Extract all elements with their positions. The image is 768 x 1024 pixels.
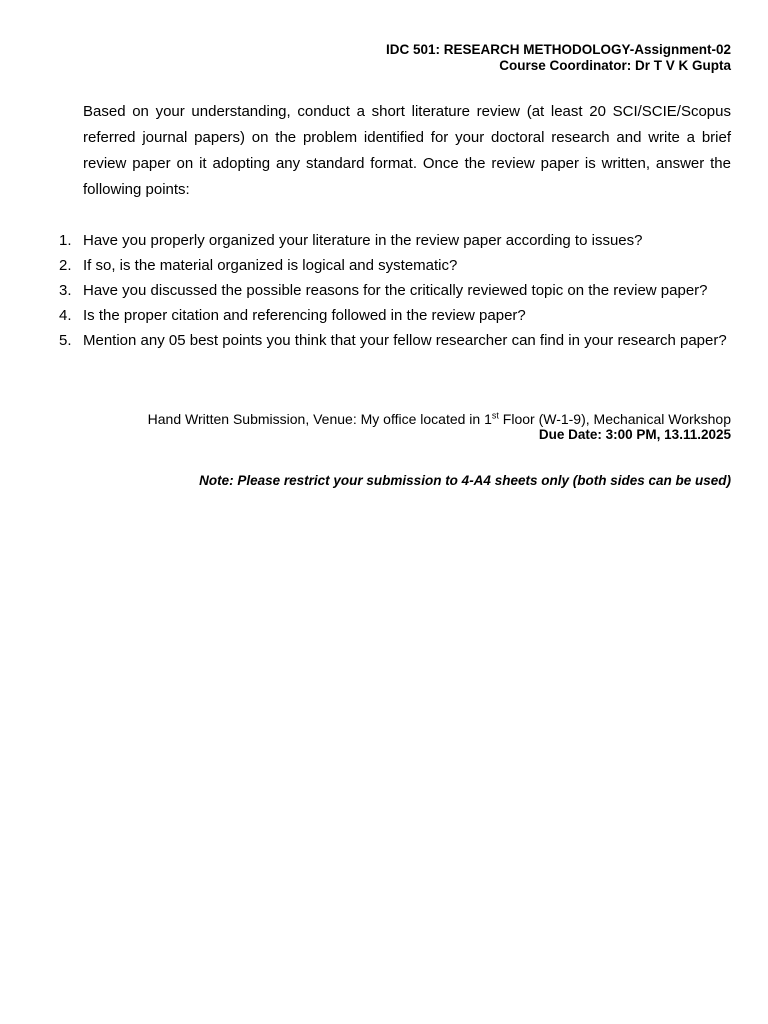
floor-ordinal: st <box>491 410 499 421</box>
course-coordinator: Course Coordinator: Dr T V K Gupta <box>499 58 731 73</box>
submission-note: Note: Please restrict your submission to 4-A4 sheets only (both sides can be used) <box>199 473 731 488</box>
question-text: Have you discussed the possible reasons for the critically reviewed topic on the review paper? <box>83 282 708 299</box>
question-item <box>59 228 743 253</box>
submission-venue <box>148 411 731 427</box>
assignment-instructions: Based on your understanding, conduct a short literature review (at least 20 SCI/SCIE/Scopus referred journal papers) on the problem identified for your doctoral research and write a brief review paper on it adopting any standard format. Once the review paper is written, answer the following points: <box>83 103 731 198</box>
document-header <box>386 42 731 74</box>
venue-prefix: Hand Written Submission, Venue: My office located in 1 <box>147 411 492 427</box>
question-item <box>59 278 743 303</box>
question-number: 3. <box>59 282 72 299</box>
venue-suffix: Floor (W-1-9), Mechanical Workshop <box>498 411 731 427</box>
question-item <box>59 303 743 328</box>
question-text: If so, is the material organized is logical and systematic? <box>83 257 458 274</box>
due-date: Due Date: 3:00 PM, 13.11.2025 <box>538 427 731 442</box>
question-item <box>59 328 743 353</box>
question-text: Have you properly organized your literature in the review paper according to issues? <box>83 232 643 249</box>
question-number: 1. <box>59 232 72 249</box>
question-text: Is the proper citation and referencing followed in the review paper? <box>83 307 526 324</box>
question-number: 4. <box>59 307 72 324</box>
question-item <box>59 253 743 278</box>
question-number: 5. <box>59 332 72 349</box>
course-title: IDC 501: RESEARCH METHODOLOGY-Assignment-02 <box>385 42 731 57</box>
question-list <box>59 228 743 353</box>
question-text: Mention any 05 best points you think that your fellow researcher can find in your research paper? <box>83 332 727 349</box>
submission-details <box>148 411 731 443</box>
question-number: 2. <box>59 257 72 274</box>
